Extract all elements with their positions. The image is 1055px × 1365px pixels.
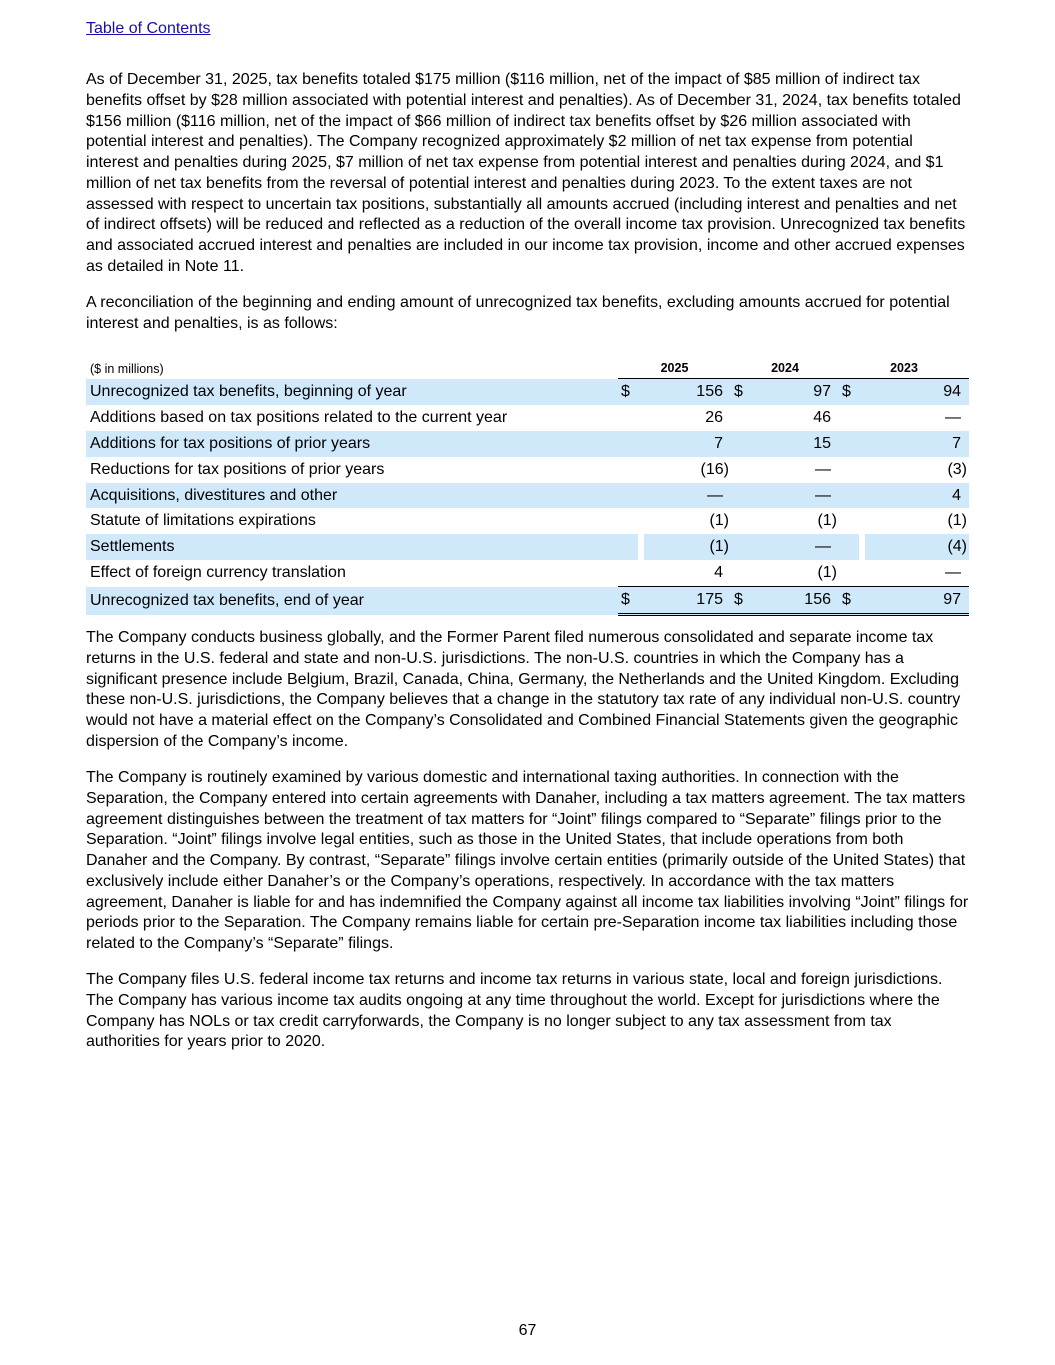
value-2024: (1) <box>817 564 837 582</box>
table-row <box>86 457 969 483</box>
value-2023: (4) <box>865 534 967 560</box>
table-header-row <box>86 355 969 379</box>
value-2023: (3) <box>947 460 967 478</box>
currency-symbol <box>839 483 859 509</box>
unit-label: ($ in millions) <box>90 361 164 376</box>
row-label: Settlements <box>86 534 618 560</box>
table-row <box>86 587 969 615</box>
currency-symbol: $ <box>731 587 751 615</box>
value-2025: 156 <box>638 379 723 405</box>
currency-symbol <box>618 431 638 457</box>
value-spacer <box>723 587 731 615</box>
value-2025: (1) <box>709 512 729 530</box>
value-2025: (1) <box>644 534 729 560</box>
value-2025: 175 <box>638 587 723 615</box>
year-header-2023: 2023 <box>839 355 969 379</box>
paragraph-tax-examinations: The Company is routinely examined by various domestic and international taxing authorities. In connection with the Separation, the Company entered into certain agreements with Danaher, including a tax matters agreement. The tax matters agreement distinguishes between the treatment of tax matters for “Joint” filings compared to “Separate” filings prior to the Separation. “Joint” filings involve legal entities, such as those in the United States, that include operations from both Danaher and the Company. By contrast, “Separate” filings involve certain entities (primarily outside of the United States) that exclusively include either Danaher’s or the Company’s operations, respectively. In accordance with the tax matters agreement, Danaher is liable for and has indemnified the Company against all income tax liabilities involving “Joint” filings for periods prior to the Separation. The Company remains liable for certain pre-Separation income tax liabilities including those related to the Company’s “Separate” filings. <box>86 769 969 952</box>
value-2023: 94 <box>859 379 961 405</box>
unrecognized-tax-benefits-table <box>86 355 969 616</box>
currency-symbol <box>618 534 638 560</box>
value-2025: 4 <box>714 564 723 582</box>
value-spacer <box>723 483 731 509</box>
value-spacer <box>961 587 969 615</box>
value-spacer <box>723 431 731 457</box>
paragraph-tax-returns: The Company files U.S. federal income tax returns and income tax returns in various state, local and foreign jurisdictions. The Company has various income tax audits ongoing at any time throughout the world. Except for jurisdictions where the Company has NOLs or tax credit carryforwards, the Company is no longer subject to any tax assessment from tax authorities for years prior to 2020. <box>86 971 943 1051</box>
currency-symbol <box>731 508 751 534</box>
row-label: Unrecognized tax benefits, beginning of year <box>86 379 618 405</box>
value-2024: — <box>751 483 831 509</box>
currency-symbol <box>618 483 638 509</box>
row-label: Reductions for tax positions of prior years <box>90 460 385 478</box>
value-spacer <box>831 431 839 457</box>
currency-symbol: $ <box>839 379 859 405</box>
currency-symbol <box>839 508 859 534</box>
value-spacer <box>961 379 969 405</box>
table-row <box>86 508 969 534</box>
row-label: Statute of limitations expirations <box>90 512 316 530</box>
currency-symbol <box>731 560 751 586</box>
value-2023: (1) <box>947 512 967 530</box>
table-row <box>86 483 969 509</box>
value-2024: — <box>751 534 831 560</box>
currency-symbol: $ <box>618 587 638 615</box>
value-2024: (1) <box>817 512 837 530</box>
value-spacer <box>723 560 731 586</box>
currency-symbol: $ <box>731 379 751 405</box>
table-row <box>86 431 969 457</box>
currency-symbol <box>731 534 751 560</box>
value-spacer <box>831 534 839 560</box>
currency-symbol <box>618 508 638 534</box>
currency-symbol <box>618 405 638 431</box>
page-number: 67 <box>518 1322 537 1339</box>
row-label: Effect of foreign currency translation <box>90 564 346 582</box>
value-spacer <box>831 457 839 483</box>
value-spacer <box>831 587 839 615</box>
value-2023: 4 <box>859 483 961 509</box>
currency-symbol <box>839 405 859 431</box>
currency-symbol <box>618 560 638 586</box>
value-2024: 156 <box>751 587 831 615</box>
table-row <box>86 405 969 431</box>
value-2025: 7 <box>638 431 723 457</box>
value-spacer <box>831 379 839 405</box>
table-row <box>86 379 969 405</box>
currency-symbol <box>731 405 751 431</box>
row-label: Acquisitions, divestitures and other <box>86 483 618 509</box>
currency-symbol <box>839 560 859 586</box>
paragraph-global-business: The Company conducts business globally, and the Former Parent filed numerous consolidated and separate income tax returns in the U.S. federal and state and non-U.S. jurisdictions. The non-U.S. countries in which the Company has a significant presence include Belgium, Brazil, Canada, China, Germany, the Netherlands and the United Kingdom. Excluding these non-U.S. jurisdictions, the Company believes that a change in the statutory tax rate of any individual non-U.S. country would not have a material effect on the Company’s Consolidated and Combined Financial Statements given the geographic dispersion of the Company’s income. <box>86 629 961 750</box>
row-label: Additions based on tax positions related to the current year <box>90 408 508 426</box>
row-label: Unrecognized tax benefits, end of year <box>86 587 618 615</box>
currency-symbol: $ <box>839 587 859 615</box>
value-2023: — <box>945 408 961 426</box>
value-2025: (16) <box>700 460 729 478</box>
currency-symbol <box>839 457 859 483</box>
paragraph-reconciliation-intro: A reconciliation of the beginning and ending amount of unrecognized tax benefits, excluding amounts accrued for potential interest and penalties, is as follows: <box>86 294 950 332</box>
value-2023: 7 <box>859 431 961 457</box>
currency-symbol <box>731 431 751 457</box>
value-spacer <box>961 405 969 431</box>
currency-symbol <box>839 431 859 457</box>
table-row <box>86 560 969 586</box>
value-2024: 46 <box>813 408 831 426</box>
value-2023: — <box>945 564 961 582</box>
currency-symbol <box>618 457 638 483</box>
value-2025: — <box>638 483 723 509</box>
year-header-2025: 2025 <box>618 355 731 379</box>
currency-symbol <box>731 457 751 483</box>
table-row <box>86 534 969 560</box>
currency-symbol <box>839 534 859 560</box>
currency-symbol <box>731 483 751 509</box>
row-label: Additions for tax positions of prior years <box>86 431 618 457</box>
table-of-contents-link[interactable]: Table of Contents <box>86 20 211 37</box>
value-2023: 97 <box>859 587 961 615</box>
value-spacer <box>961 560 969 586</box>
currency-symbol: $ <box>618 379 638 405</box>
year-header-2024: 2024 <box>731 355 839 379</box>
value-spacer <box>723 379 731 405</box>
value-spacer <box>831 483 839 509</box>
paragraph-tax-benefits: As of December 31, 2025, tax benefits totaled $175 million ($116 million, net of the impact of $85 million of indirect tax benefits offset by $28 million associated with potential interest and penalties). As of December 31, 2024, tax benefits totaled $156 million ($116 million, net of the impact of $66 million of indirect tax benefits offset by $26 million associated with potential interest and penalties). The Company recognized approximately $2 million of net tax expense from potential interest and penalties during 2025, $7 million of net tax expense from potential interest and penalties during 2024, and $1 million of net tax benefits from the reversal of potential interest and penalties during 2023. To the extent taxes are not assessed with respect to uncertain tax positions, substantially all amounts accrued (including interest and penalties and net of indirect offsets) will be reduced and reflected as a reduction of the overall income tax provision. Unrecognized tax benefits and associated accrued interest and penalties are included in our income tax provision, income and other accrued expenses as detailed in Note 11. <box>86 71 966 275</box>
value-2024: — <box>815 460 831 478</box>
value-spacer <box>961 431 969 457</box>
value-spacer <box>961 483 969 509</box>
value-spacer <box>723 405 731 431</box>
value-2024: 15 <box>751 431 831 457</box>
value-spacer <box>831 405 839 431</box>
value-2024: 97 <box>751 379 831 405</box>
value-2025: 26 <box>705 408 723 426</box>
